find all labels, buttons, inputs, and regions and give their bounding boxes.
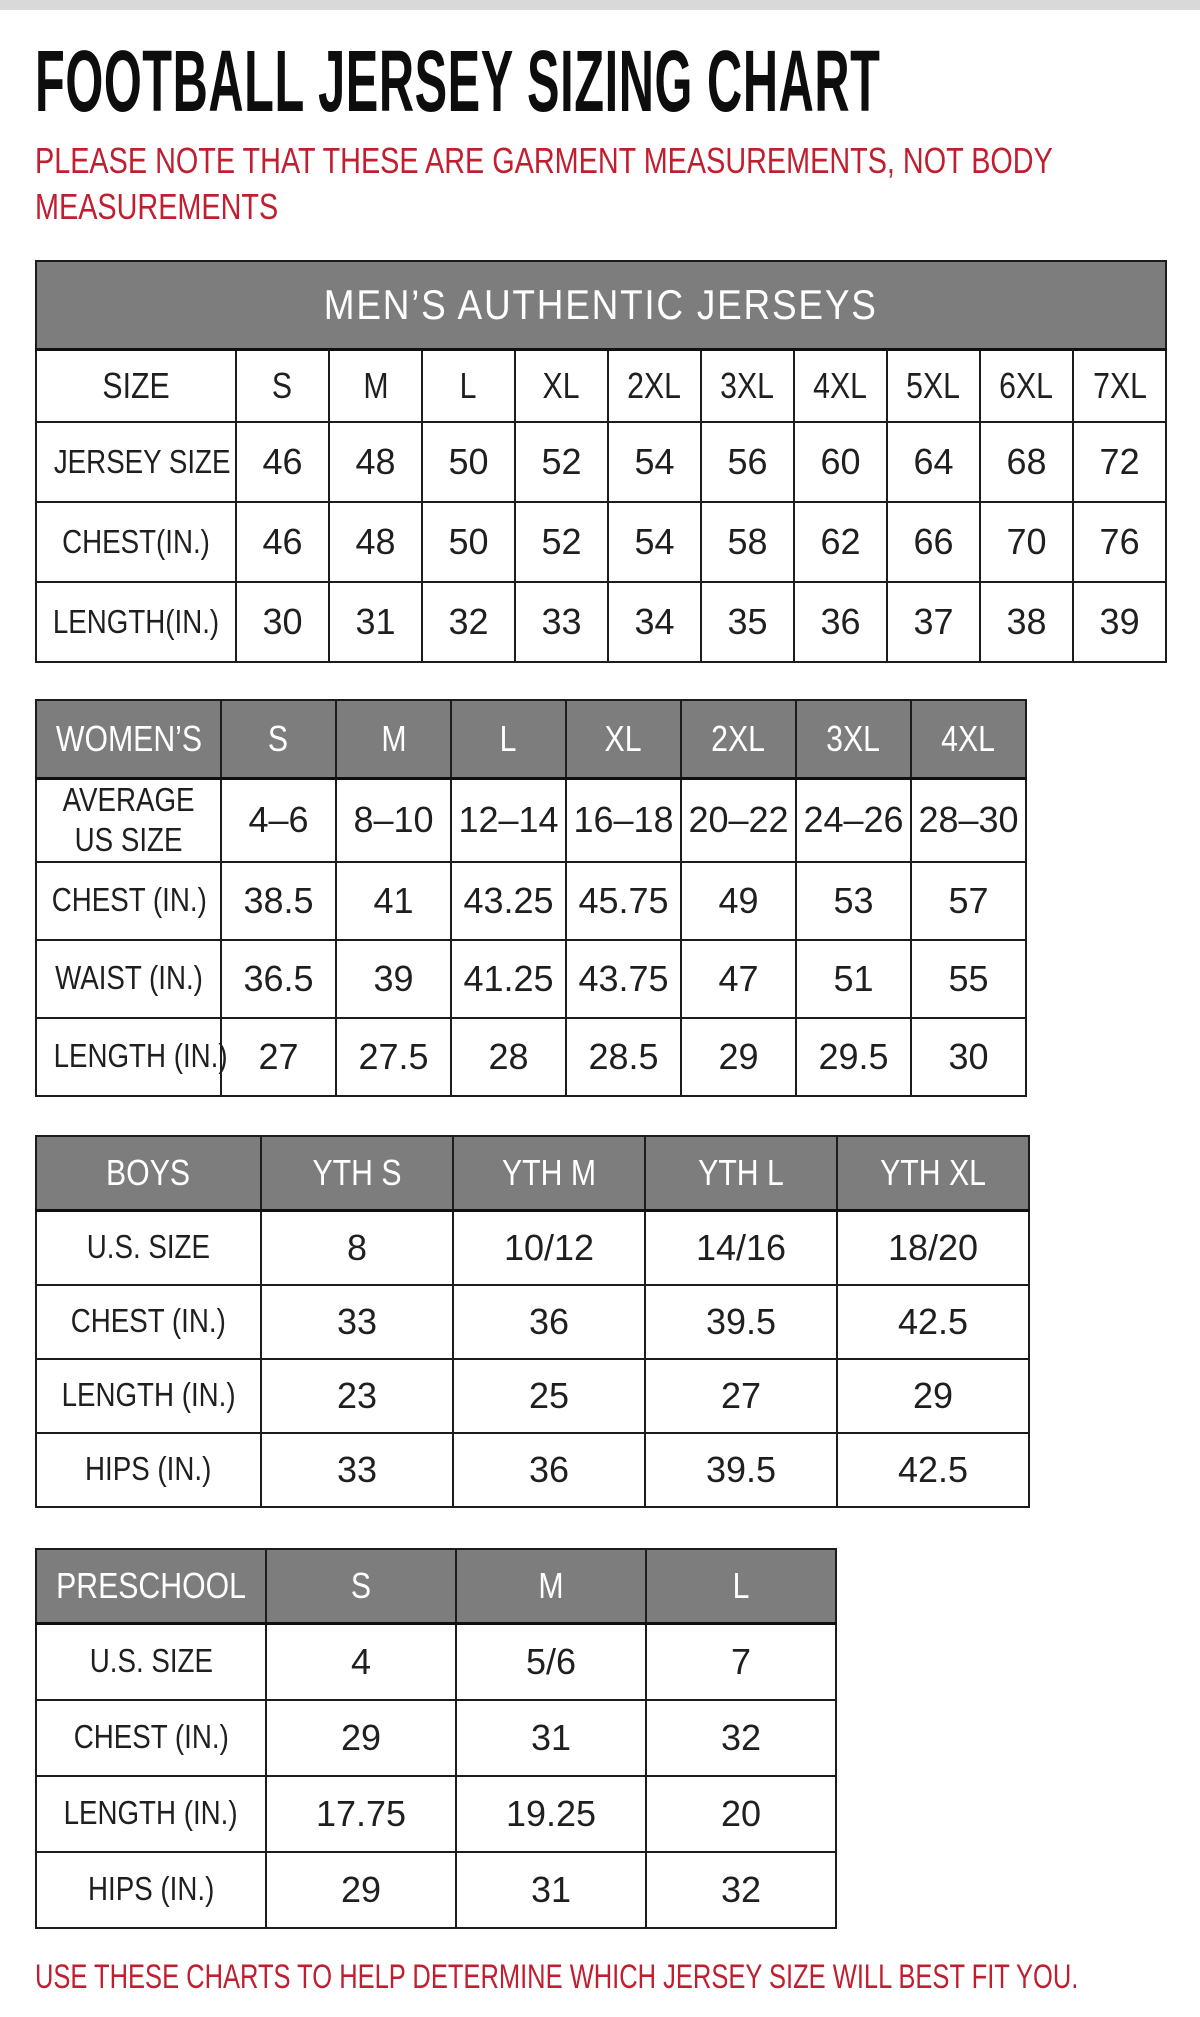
value-cell: 36 [453,1285,645,1359]
value-cell: 46 [236,422,329,502]
size-header-label: XL [542,365,580,407]
size-header-label: 5XL [906,365,961,407]
table-row [36,779,1026,862]
size-header-cell [261,1136,453,1211]
size-header-cell [1073,350,1166,423]
size-header-cell [794,350,887,423]
table-row [36,502,1166,582]
row-label: LENGTH (IN.) [61,1376,236,1414]
value-cell: 27 [221,1018,336,1096]
value-cell: 30 [911,1018,1026,1096]
value-cell: 49 [681,862,796,940]
sizing-table-boys [35,1135,1030,1508]
corner-label-cell [36,700,221,779]
value-cell: 39.5 [645,1285,837,1359]
corner-label: PRESCHOOL [56,1564,246,1606]
row-label: LENGTH (IN.) [53,1037,228,1075]
size-header-label: 3XL [720,365,775,407]
table-row [36,1285,1029,1359]
size-header-row [36,700,1026,779]
value-cell: 24–26 [796,779,911,862]
row-label-cell [36,1776,266,1852]
sizing-table-preschool [35,1548,837,1929]
value-cell: 54 [608,422,701,502]
value-cell: 41 [336,862,451,940]
value-cell: 33 [261,1433,453,1507]
size-header-cell [336,700,451,779]
size-header-label: 2XL [711,718,766,760]
value-cell: 28.5 [566,1018,681,1096]
value-cell: 4 [266,1623,456,1700]
row-label-cell [36,1359,261,1433]
size-header-label: 7XL [1092,365,1147,407]
value-cell: 16–18 [566,779,681,862]
size-header-cell [236,350,329,423]
size-header-cell [453,1136,645,1211]
table-banner-row [36,261,1166,350]
table-row [36,1433,1029,1507]
value-cell: 51 [796,940,911,1018]
row-label-cell [36,1210,261,1285]
value-cell: 64 [887,422,980,502]
size-header-cell [608,350,701,423]
value-cell: 29 [266,1852,456,1928]
row-label-cell [36,502,236,582]
size-header-label: XL [604,718,642,760]
table-row [36,1700,836,1776]
value-cell: 8 [261,1210,453,1285]
value-cell: 31 [456,1852,646,1928]
value-cell: 41.25 [451,940,566,1018]
table-row [36,1359,1029,1433]
row-label: CHEST (IN.) [73,1718,229,1756]
size-header-cell [980,350,1073,423]
size-header-label: M [362,365,389,407]
value-cell: 34 [608,582,701,662]
size-header-cell [887,350,980,423]
value-cell: 29 [266,1700,456,1776]
value-cell: 27 [645,1359,837,1433]
value-cell: 31 [456,1700,646,1776]
size-header-row [36,1136,1029,1211]
value-cell: 42.5 [837,1433,1029,1507]
table-row [36,1776,836,1852]
size-header-label: L [732,1564,750,1606]
value-cell: 25 [453,1359,645,1433]
size-header-label: 2XL [627,365,682,407]
value-cell: 32 [646,1852,836,1928]
value-cell: 45.75 [566,862,681,940]
size-header-row [36,1549,836,1624]
footer-note: USE THESE CHARTS TO HELP DETERMINE WHICH JERSEY SIZE WILL BEST FIT YOU. [35,1957,1079,1996]
table-row [36,1623,836,1700]
value-cell: 35 [701,582,794,662]
page-title-text: FOOTBALL JERSEY SIZING CHART [35,32,881,130]
row-label: U.S. SIZE [89,1642,213,1680]
value-cell: 56 [701,422,794,502]
size-header-label: 3XL [826,718,881,760]
value-cell: 76 [1073,502,1166,582]
size-header-label: L [460,365,477,407]
value-cell: 30 [236,582,329,662]
value-cell: 52 [515,502,608,582]
value-cell: 20 [646,1776,836,1852]
row-label: LENGTH (IN.) [63,1794,239,1832]
value-cell: 19.25 [456,1776,646,1852]
value-cell: 14/16 [645,1210,837,1285]
corner-label-cell [36,1136,261,1211]
size-header-cell [566,700,681,779]
scan-top-edge [0,0,1200,10]
size-header-label: 6XL [999,365,1054,407]
garment-note [35,138,1165,230]
row-label: LENGTH(IN.) [52,602,220,640]
value-cell: 50 [422,502,515,582]
row-label-cell [36,1700,266,1776]
row-label-cell [36,862,221,940]
value-cell: 27.5 [336,1018,451,1096]
row-label: JERSEY SIZE [53,442,231,480]
row-label: U.S. SIZE [86,1228,211,1266]
value-cell: 29 [837,1359,1029,1433]
value-cell: 33 [261,1285,453,1359]
size-header-label: 4XL [813,365,868,407]
size-header-cell [796,700,911,779]
size-header-row [36,350,1166,423]
value-cell: 29 [681,1018,796,1096]
size-header-cell [266,1549,456,1624]
row-label-cell [36,1285,261,1359]
value-cell: 18/20 [837,1210,1029,1285]
row-label: CHEST (IN.) [51,881,207,919]
value-cell: 17.75 [266,1776,456,1852]
value-cell: 28 [451,1018,566,1096]
size-header-label: M [380,718,407,760]
value-cell: 7 [646,1623,836,1700]
sizing-table-mens [35,260,1167,663]
value-cell: 48 [329,502,422,582]
note-line-1: PLEASE NOTE THAT THESE ARE GARMENT MEASUREMENTS, NOT BODY [35,140,1053,181]
row-label: CHEST (IN.) [70,1302,227,1340]
size-header-label: YTH M [501,1151,597,1193]
size-header-cell [456,1549,646,1624]
row-label: AVERAGE US SIZE [62,781,195,859]
row-label-cell [36,582,236,662]
value-cell: 62 [794,502,887,582]
table-row [36,1018,1026,1096]
size-header-cell [329,350,422,423]
corner-label: WOMEN’S [55,718,202,760]
value-cell: 38 [980,582,1073,662]
value-cell: 70 [980,502,1073,582]
size-header-cell [837,1136,1029,1211]
table-row [36,862,1026,940]
size-header-cell [911,700,1026,779]
row-label: HIPS (IN.) [87,1870,215,1908]
value-cell: 33 [515,582,608,662]
value-cell: 58 [701,502,794,582]
value-cell: 32 [422,582,515,662]
value-cell: 5/6 [456,1623,646,1700]
size-header-cell [221,700,336,779]
row-label-cell [36,1852,266,1928]
table-row [36,1852,836,1928]
value-cell: 47 [681,940,796,1018]
row-label-cell [36,1433,261,1507]
value-cell: 57 [911,862,1026,940]
value-cell: 54 [608,502,701,582]
row-label-cell [36,1623,266,1700]
size-header-label: 4XL [941,718,996,760]
value-cell: 43.75 [566,940,681,1018]
size-header-cell [645,1136,837,1211]
table-row [36,422,1166,502]
size-header-label: L [500,718,517,760]
value-cell: 66 [887,502,980,582]
row-label-cell [36,422,236,502]
value-cell: 60 [794,422,887,502]
corner-label-cell [36,1549,266,1624]
page-title [35,34,1165,128]
size-header-label: YTH S [312,1151,402,1193]
row-label: WAIST (IN.) [54,959,203,997]
value-cell: 28–30 [911,779,1026,862]
size-header-cell [681,700,796,779]
row-label: CHEST(IN.) [62,522,210,560]
size-header-cell [422,350,515,423]
corner-label: SIZE [102,365,170,407]
value-cell: 36 [453,1433,645,1507]
row-label-cell [36,779,221,862]
row-label-cell [36,1018,228,1096]
table-banner [36,261,1166,350]
value-cell: 37 [887,582,980,662]
value-cell: 8–10 [336,779,451,862]
corner-label-cell [36,350,236,423]
size-header-label: YTH XL [880,1151,986,1193]
size-header-label: S [350,1564,372,1606]
value-cell: 4–6 [221,779,336,862]
value-cell: 68 [980,422,1073,502]
value-cell: 42.5 [837,1285,1029,1359]
value-cell: 39.5 [645,1433,837,1507]
value-cell: 36 [794,582,887,662]
row-label-cell [36,940,221,1018]
value-cell: 39 [336,940,451,1018]
size-header-label: YTH L [698,1151,784,1193]
size-header-label: M [538,1564,564,1606]
value-cell: 23 [261,1359,453,1433]
value-cell: 20–22 [681,779,796,862]
value-cell: 36.5 [221,940,336,1018]
value-cell: 55 [911,940,1026,1018]
value-cell: 46 [236,502,329,582]
size-header-cell [451,700,566,779]
table-row [36,1210,1029,1285]
corner-label: BOYS [106,1151,191,1193]
value-cell: 43.25 [451,862,566,940]
table-row [36,582,1166,662]
sizing-table-womens [35,699,1027,1097]
value-cell: 32 [646,1700,836,1776]
value-cell: 53 [796,862,911,940]
value-cell: 29.5 [796,1018,911,1096]
size-header-cell [515,350,608,423]
size-header-cell [701,350,794,423]
value-cell: 72 [1073,422,1166,502]
value-cell: 48 [329,422,422,502]
value-cell: 50 [422,422,515,502]
value-cell: 12–14 [451,779,566,862]
size-header-label: S [272,365,293,407]
note-line-2: MEASUREMENTS [35,186,279,227]
table-banner-label: MEN’S AUTHENTIC JERSEYS [324,281,879,328]
value-cell: 39 [1073,582,1166,662]
size-header-label: S [268,718,289,760]
row-label: HIPS (IN.) [85,1450,212,1488]
value-cell: 31 [329,582,422,662]
value-cell: 38.5 [221,862,336,940]
table-row [36,940,1026,1018]
size-header-cell [646,1549,836,1624]
value-cell: 52 [515,422,608,502]
sizing-chart-page [0,10,1200,2017]
value-cell: 10/12 [453,1210,645,1285]
